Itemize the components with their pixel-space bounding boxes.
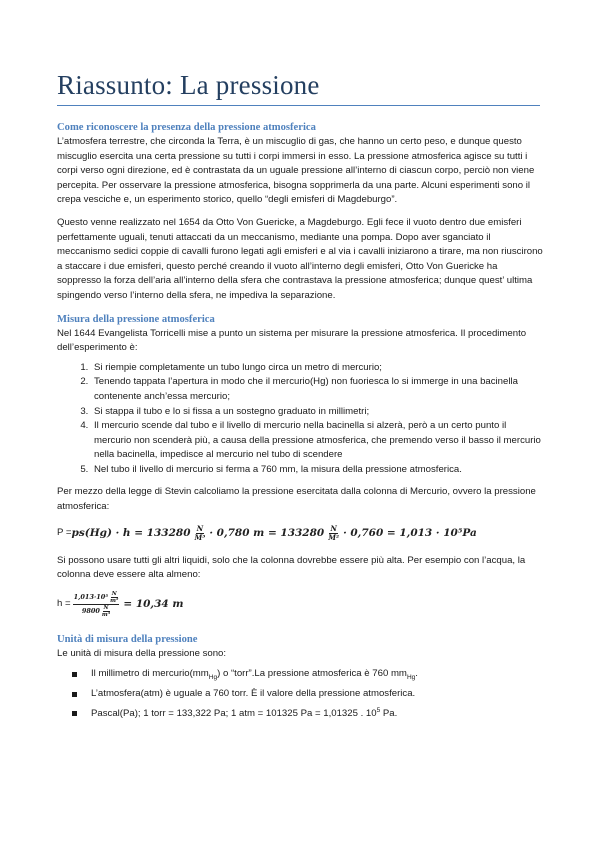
section-heading-atmospheric-presence: Come riconoscere la presenza della pressione atmosferica xyxy=(57,122,316,133)
formula-part-b: · 0,780 m = 133280 xyxy=(209,526,325,539)
list-item: 2. Tenendo tappata l’apertura in modo che il mercurio(Hg) non fuoriesca lo si immerge in una bacinella contenente anch’essa mercurio; xyxy=(91,375,543,404)
paragraph-magdeburg: Questo venne realizzato nel 1654 da Otto Von Guericke, a Magdeburgo. Egli fece il vuoto dentro due emisferi perfettamente uguali, tenuti attaccati da un meccanismo, mediante una pompa. Dopo aver sganciato il meccanismo sedici coppie di cavalli furono legati agli emisferi e al via i cavalli iniziarono a tirare, ma non riuscirono a staccare i due emisferi, questo perché creando il vuoto all’interno degli emisferi, Otto Von Guericke ha soppresso la forza dell’aria all’interno della sfera che contrastava la pressione atmosferica; dunque quest’ ultima spingendo verso l’interno della sfera, ne impediva la separazione. xyxy=(57,216,543,301)
section-heading-measurement: Misura della pressione atmosferica xyxy=(57,313,215,325)
formula-result: = 10,34 m xyxy=(123,598,184,611)
formula-lhs: h = xyxy=(57,598,71,610)
experiment-steps-list xyxy=(57,361,543,478)
paragraph-atmosphere: L’atmosfera terrestre, che circonda la Terra, è un miscuglio di gas, che hanno un certo peso, e dunque questo miscuglio esercita una certa pressione su tutti i corpi immersi in esso. La pressione atmosferica agisce su tutti i corpi verso ogni direzione, ed è contrastata da un uguale pressione all’interno di ciascun corpo, perciò non viene percepita. Per osservare la pressione atmosferica, bisogna sopprimerla da una parte. Alcuni esperimenti sono il crepa vesciche e, un esperimento storico, quello “degli emisferi di Magdeburgo”. xyxy=(57,136,535,206)
formula-water-column xyxy=(57,591,543,618)
list-item: Il millimetro di $mercurio(mm_{Hg})$ o “torr”.La pressione atmosferica è 760 $mm_{Hg}$. xyxy=(91,667,543,682)
fraction-height: 1,013·10⁵ $\frac{N}{\text{m²}}$ 9800 $\frac{N}{\text{m³}}$ xyxy=(73,590,119,618)
paragraph-stevin: Per mezzo della legge di Stevin calcoliamo la pressione esercitata dalla colonna di Mercurio, ovvero la pressione atmosferica: xyxy=(57,486,536,513)
page-title: Riassunto: La pressione xyxy=(57,70,320,100)
formula-pressure xyxy=(57,525,543,542)
formula-part-c: · 0,760 = 1,013 · 10⁵Pa xyxy=(343,526,477,539)
list-item: 3. Si stappa il tubo e lo si fissa a un sostegno graduato in millimetri; xyxy=(91,405,543,420)
fraction-n-over-m3: $\frac{N}{\text{M³}}$ xyxy=(194,523,206,542)
paragraph-other-liquids: Si possono usare tutti gli altri liquidi, solo che la colonna dovrebbe essere più alta. Per esempio con l’acqua, la colonna deve essere alta almeno: xyxy=(57,554,526,581)
section-heading-units: Unità di misura della pressione xyxy=(57,633,198,645)
fraction-n-over-m2: $\frac{N}{\text{M²}}$ xyxy=(328,523,340,542)
paragraph-units-intro: Le unità di misura della pressione sono: xyxy=(57,647,227,659)
formula-lhs: P = xyxy=(57,526,72,538)
paragraph-torricelli: Nel 1644 Evangelista Torricelli mise a punto un sistema per misurare la pressione atmosferica. Il procedimento dell’esperimento è: xyxy=(57,327,527,354)
document-body xyxy=(57,120,543,726)
units-list xyxy=(57,667,543,721)
list-item: Pascal(Pa); 1 torr = 133,322 Pa; 1 atm = 101325 Pa = 1,01325 . $10^5$ Pa. xyxy=(91,707,543,722)
title-underline xyxy=(57,105,540,106)
formula-part-a: ps(Hg) · h = 133280 xyxy=(71,526,191,539)
list-item: 1. Si riempie completamente un tubo lungo circa un metro di mercurio; xyxy=(91,361,543,376)
list-item: L’atmosfera(atm) è uguale a 760 torr. È il valore della pressione atmosferica. xyxy=(91,687,543,702)
list-item: 4. Il mercurio scende dal tubo e il livello di mercurio nella bacinella si alzerà, però a un certo punto il mercurio non scenderà più, a causa della pressione atmosferica, che premendo verso il basso il mercurio nella bacinella, impedisce al mercurio nel tubo di scendere xyxy=(91,419,543,463)
list-item: 5. Nel tubo il livello di mercurio si ferma a 760 mm, la misura della pressione atmosferica. xyxy=(91,463,543,478)
